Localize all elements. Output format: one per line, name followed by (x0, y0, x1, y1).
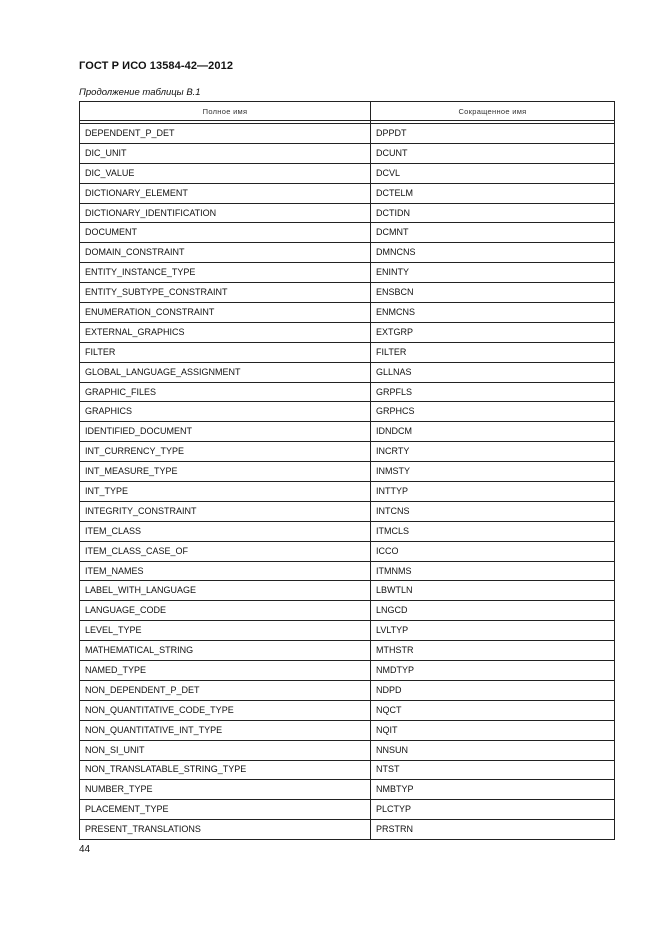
table-row (80, 243, 615, 263)
full-name-cell: DOMAIN_CONSTRAINT (80, 243, 371, 263)
table-row (80, 442, 615, 462)
short-name-cell: DCTELM (371, 183, 615, 203)
short-name-cell: DMNCNS (371, 243, 615, 263)
full-name-cell: DICTIONARY_ELEMENT (80, 183, 371, 203)
full-name-cell: NON_DEPENDENT_P_DET (80, 680, 371, 700)
short-name-cell: GRPHCS (371, 402, 615, 422)
table-row (80, 203, 615, 223)
full-name-cell: ENTITY_INSTANCE_TYPE (80, 263, 371, 283)
table-row (80, 521, 615, 541)
short-name-cell: DPPDT (371, 124, 615, 144)
table-row (80, 700, 615, 720)
table-row (80, 223, 615, 243)
short-name-cell: LNGCD (371, 601, 615, 621)
full-name-cell: DIC_VALUE (80, 163, 371, 183)
table-row (80, 561, 615, 581)
short-name-cell: PRSTRN (371, 820, 615, 840)
short-name-cell: GRPFLS (371, 382, 615, 402)
full-name-cell: NON_QUANTITATIVE_CODE_TYPE (80, 700, 371, 720)
table-row (80, 541, 615, 561)
full-name-cell: GLOBAL_LANGUAGE_ASSIGNMENT (80, 362, 371, 382)
short-name-cell: ITMNMS (371, 561, 615, 581)
table-row (80, 283, 615, 303)
table-row (80, 482, 615, 502)
table-row (80, 740, 615, 760)
full-name-cell: GRAPHIC_FILES (80, 382, 371, 402)
short-name-cell: NMBTYP (371, 780, 615, 800)
table-header-row (80, 102, 615, 121)
short-name-cell: ITMCLS (371, 521, 615, 541)
full-name-cell: LEVEL_TYPE (80, 621, 371, 641)
full-name-cell: INT_MEASURE_TYPE (80, 462, 371, 482)
full-name-cell: ENUMERATION_CONSTRAINT (80, 303, 371, 323)
short-name-cell: DCVL (371, 163, 615, 183)
full-name-cell: PLACEMENT_TYPE (80, 800, 371, 820)
table-row (80, 322, 615, 342)
full-name-cell: NAMED_TYPE (80, 661, 371, 681)
full-name-cell: NON_SI_UNIT (80, 740, 371, 760)
full-name-cell: FILTER (80, 342, 371, 362)
short-name-cell: LVLTYP (371, 621, 615, 641)
column-header-short-name: Сокращенное имя (371, 102, 615, 121)
short-name-cell: EXTGRP (371, 322, 615, 342)
short-name-cell: NNSUN (371, 740, 615, 760)
short-name-cell: NTST (371, 760, 615, 780)
table-row (80, 124, 615, 144)
table-row (80, 462, 615, 482)
short-name-cell: INTCNS (371, 501, 615, 521)
column-header-full-name: Полное имя (80, 102, 371, 121)
page-number: 44 (79, 844, 91, 855)
full-name-cell: IDENTIFIED_DOCUMENT (80, 422, 371, 442)
short-name-cell: MTHSTR (371, 641, 615, 661)
short-name-cell: ICCO (371, 541, 615, 561)
short-name-cell: FILTER (371, 342, 615, 362)
short-name-cell: DCMNT (371, 223, 615, 243)
full-name-cell: LABEL_WITH_LANGUAGE (80, 581, 371, 601)
short-name-cell: INTTYP (371, 482, 615, 502)
short-name-cell: IDNDCM (371, 422, 615, 442)
full-name-cell: EXTERNAL_GRAPHICS (80, 322, 371, 342)
full-name-cell: INT_CURRENCY_TYPE (80, 442, 371, 462)
table-row (80, 362, 615, 382)
table-row (80, 661, 615, 681)
table-row (80, 581, 615, 601)
table-row (80, 800, 615, 820)
table-row (80, 303, 615, 323)
full-name-cell: ITEM_CLASS (80, 521, 371, 541)
table-row (80, 183, 615, 203)
short-name-cell: GLLNAS (371, 362, 615, 382)
short-name-cell: NDPD (371, 680, 615, 700)
full-name-cell: ITEM_CLASS_CASE_OF (80, 541, 371, 561)
table-row (80, 143, 615, 163)
full-name-cell: ENTITY_SUBTYPE_CONSTRAINT (80, 283, 371, 303)
table-row (80, 780, 615, 800)
table-row (80, 263, 615, 283)
short-name-cell: INCRTY (371, 442, 615, 462)
short-name-cell: NQCT (371, 700, 615, 720)
short-name-cell: DCUNT (371, 143, 615, 163)
full-name-cell: DIC_UNIT (80, 143, 371, 163)
table-row (80, 501, 615, 521)
short-name-cell: ENSBCN (371, 283, 615, 303)
table-row (80, 163, 615, 183)
short-name-cell: ENMCNS (371, 303, 615, 323)
full-name-cell: ITEM_NAMES (80, 561, 371, 581)
table-row (80, 382, 615, 402)
table-row (80, 680, 615, 700)
table-row (80, 621, 615, 641)
full-name-cell: NON_TRANSLATABLE_STRING_TYPE (80, 760, 371, 780)
short-name-cell: INMSTY (371, 462, 615, 482)
short-name-cell: NQIT (371, 720, 615, 740)
short-name-cell: DCTIDN (371, 203, 615, 223)
full-name-cell: GRAPHICS (80, 402, 371, 422)
table-row (80, 342, 615, 362)
full-name-cell: LANGUAGE_CODE (80, 601, 371, 621)
table-row (80, 760, 615, 780)
full-name-cell: DEPENDENT_P_DET (80, 124, 371, 144)
short-name-cell: NMDTYP (371, 661, 615, 681)
full-name-cell: MATHEMATICAL_STRING (80, 641, 371, 661)
full-name-cell: DOCUMENT (80, 223, 371, 243)
short-name-cell: LBWTLN (371, 581, 615, 601)
short-name-cell: ENINTY (371, 263, 615, 283)
short-name-cell: PLCTYP (371, 800, 615, 820)
full-name-cell: PRESENT_TRANSLATIONS (80, 820, 371, 840)
full-name-cell: DICTIONARY_IDENTIFICATION (80, 203, 371, 223)
full-name-cell: NON_QUANTITATIVE_INT_TYPE (80, 720, 371, 740)
table-row (80, 720, 615, 740)
table-caption: Продолжение таблицы В.1 (79, 87, 201, 98)
document-header: ГОСТ Р ИСО 13584-42—2012 (79, 60, 234, 72)
full-name-cell: INT_TYPE (80, 482, 371, 502)
table-row (80, 641, 615, 661)
table-body (80, 121, 615, 840)
abbreviation-table (79, 101, 615, 840)
table-row (80, 820, 615, 840)
full-name-cell: INTEGRITY_CONSTRAINT (80, 501, 371, 521)
table-row (80, 422, 615, 442)
full-name-cell: NUMBER_TYPE (80, 780, 371, 800)
table-row (80, 601, 615, 621)
table-row (80, 402, 615, 422)
